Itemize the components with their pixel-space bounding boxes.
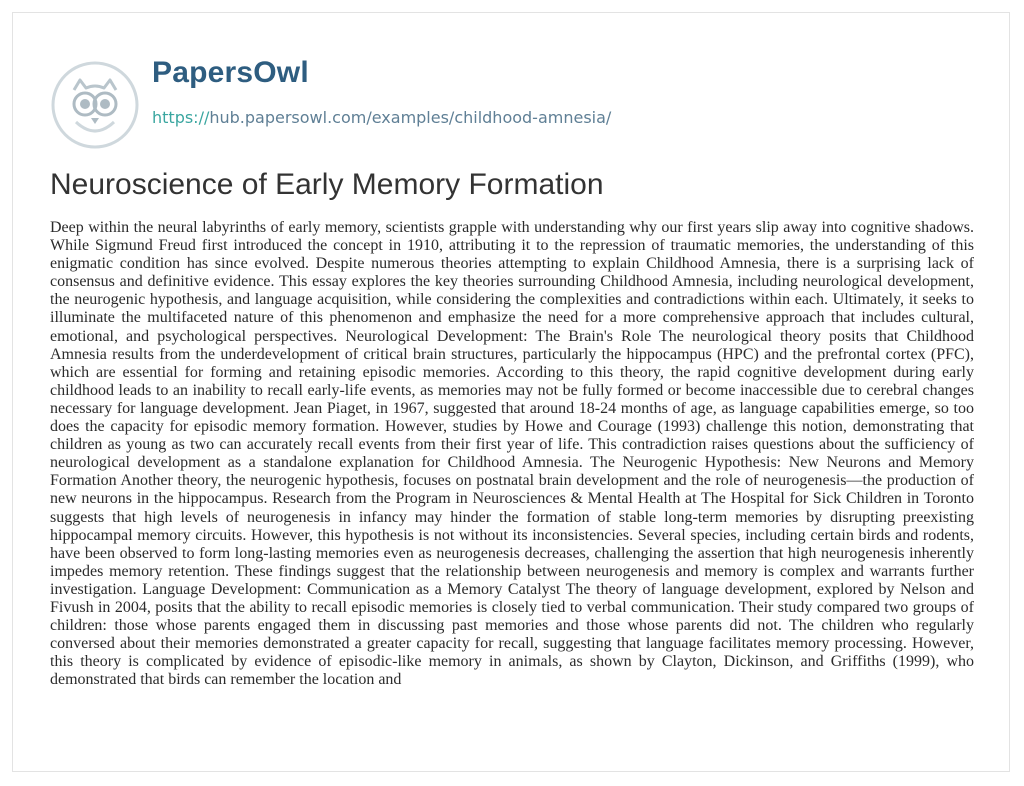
- brand-name: PapersOwl: [152, 56, 309, 89]
- article-body: Deep within the neural labyrinths of early memory, scientists grapple with understanding why our first years slip away into cognitive shadows. While Sigmund Freud first introduced the concept in 1910, attributing it to the repression of traumatic memories, the understanding of this enigmatic condition has since evolved. Despite numerous theories attempting to explain Childhood Amnesia, there is a surprising lack of consensus and definitive evidence. This essay explores the key theories surrounding Childhood Amnesia, including neurological development, the neurogenic hypothesis, and language acquisition, while considering the complexities and contradictions within each. Ultimately, it seeks to illuminate the multifaceted nature of this phenomenon and emphasize the need for a more comprehensive approach that includes cultural, emotional, and psychological perspectives. Neurological Development: The Brain's Role The neurological theory posits that Childhood Amnesia results from the underdevelopment of critical brain structures, particularly the hippocampus (HPC) and the prefrontal cortex (PFC), which are essential for forming and retaining episodic memories. According to this theory, the rapid cognitive development during early childhood leads to an inability to recall early-life events, as memories may not be fully formed or become inaccessible due to cerebral changes necessary for language development. Jean Piaget, in 1967, suggested that around 18-24 months of age, as language capabilities emerge, so too does the capacity for episodic memory formation. However, studies by Howe and Courage (1993) challenge this notion, demonstrating that children as young as two can accurately recall events from their first year of life. This contradiction raises questions about the sufficiency of neurological development as a standalone explanation for Childhood Amnesia. The Neurogenic Hypothesis: New Neurons and Memory Formation Another theory, the neurogenic hypothesis, focuses on postnatal brain development and the role of neurogenesis—the production of new neurons in the hippocampus. Research from the Program in Neurosciences & Mental Health at The Hospital for Sick Children in Toronto suggests that high levels of neurogenesis in infancy may hinder the formation of stable long-term memories by disrupting preexisting hippocampal memory circuits. However, this hypothesis is not without its inconsistencies. Several species, including certain birds and rodents, have been observed to form long-lasting memories even as neurogenesis decreases, challenging the assertion that high neurogenesis inherently impedes memory retention. These findings suggest that the relationship between neurogenesis and memory is complex and warrants further investigation. Language Development: Communication as a Memory Catalyst The theory of language development, explored by Nelson and Fivush in 2004, posits that the ability to recall episodic memories is closely tied to verbal communication. Their study compared two groups of children: those whose parents engaged them in discussing past memories and those whose parents did not. The children who regularly conversed about their memories demonstrated a greater capacity for recall, suggesting that language facilitates memory processing. However, this theory is complicated by evidence of episodic-like memory in animals, as shown by Clayton, Dickinson, and Griffiths (1999), who demonstrated that birds can remember the location and: [50, 219, 974, 689]
- source-url-path: hub.papersowl.com/examples/childhood-amnesia/: [209, 108, 612, 127]
- source-url-scheme: https://: [152, 108, 210, 127]
- source-header: [50, 52, 750, 142]
- article-title: Neuroscience of Early Memory Formation: [50, 168, 604, 201]
- source-url[interactable]: [152, 108, 611, 127]
- owl-logo-icon: [50, 60, 140, 150]
